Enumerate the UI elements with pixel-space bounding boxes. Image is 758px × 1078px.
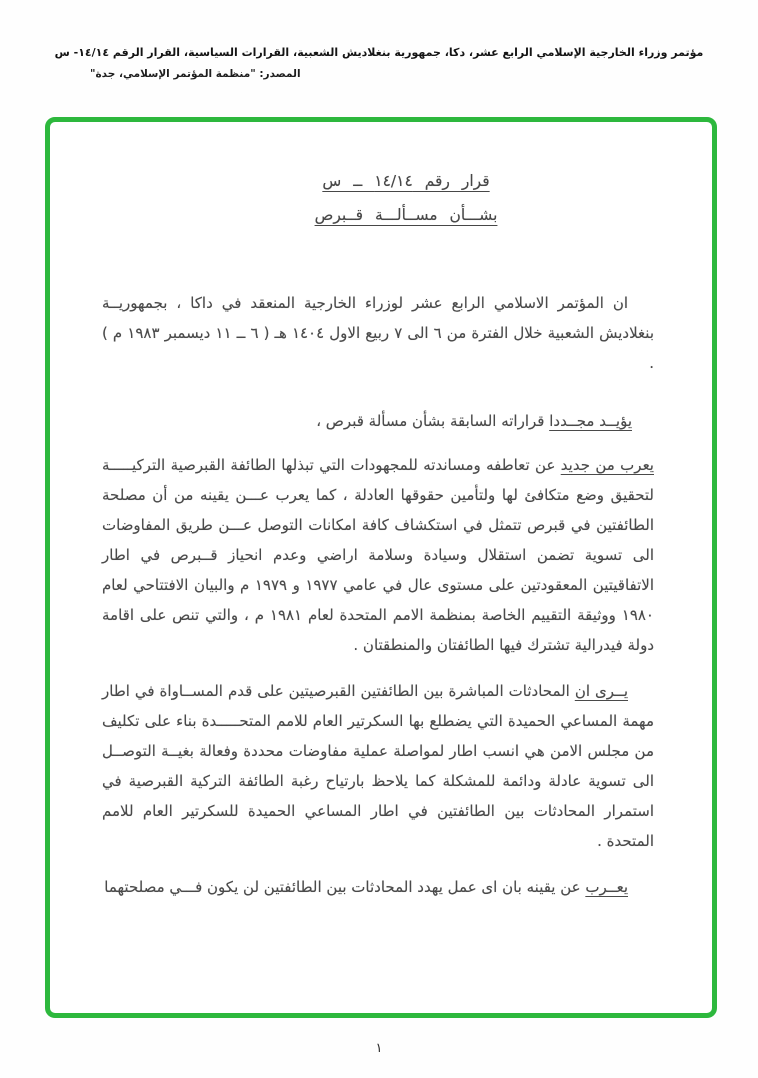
paragraph-warning	[102, 872, 654, 902]
scanned-document	[50, 122, 712, 1013]
document-header	[38, 46, 720, 80]
paragraph-direct-talks	[102, 676, 654, 856]
paragraph-lead: يعــرب	[585, 878, 628, 896]
paragraph-lead: يعرب من جديد	[560, 456, 654, 474]
header-source: المصدر: "منظمة المؤتمر الإسلامي، جدة"	[90, 68, 301, 80]
scan-highlight-frame	[45, 117, 717, 1018]
resolution-number-title: قرار رقم ١٤/١٤ ــ س	[322, 172, 490, 190]
paragraph-lead: يؤيــد مجــددا	[549, 412, 632, 430]
page-number: ١	[375, 1041, 383, 1056]
paragraph-preamble	[102, 288, 654, 378]
paragraph-lead: يــرى ان	[574, 682, 628, 700]
paragraph-text: ان المؤتمر الاسلامي الرابع عشر لوزراء الخارجية المنعقد في داكا ، بجمهوريــة بنغلاديش الشعبية خلال الفترة من ٦ الى ٧ ربيع الاول ١٤٠٤ هـ ( ٦ ــ ١١ ديسمبر ١٩٨٣ م ) .	[102, 294, 654, 372]
paragraph-text: عن تعاطفه ومساندته للمجهودات التي تبذلها الطائفة القبرصية التركيـــــة لتحقيق وضع متكافئ لها ولتأمين حقوقها العادلة ، كما يعرب عـــن يقينه من أن مصلحة الطائفتين في قبرص تتمثل في استكشاف كافة امكانات التوصل عـــن طريق المفاوضات الى تسوية تضمن استقلال وسيادة وسلامة اراضي وعدم انحياز قــبرص في اطار الاتفاقيتين المعقودتين على مستوى عال في عامي ١٩٧٧ و ١٩٧٩ م والبيان الافتتاحي لعام ١٩٨٠ ووثيقة التقييم الخاصة بمنظمة الامم المتحدة لعام ١٩٨١ م ، والتي تنص على اقامة دولة فيدرالية تشترك فيها الطائفتان والمنطقتان .	[102, 456, 655, 654]
paragraph-text: قراراته السابقة بشأن مسألة قبرص ،	[316, 412, 550, 430]
header-citation: مؤتمر وزراء الخارجية الإسلامي الرابع عشر، دكا، جمهورية بنغلاديش الشعبية، القرارات السياسية، القرار الرقم ١٤/١٤- س	[54, 46, 704, 59]
paragraph-text: عن يقينه بان اى عمل يهدد المحادثات بين الطائفتين لن يكون فـــي مصلحتهما	[104, 878, 586, 896]
resolution-subject-title: بشـــأن مســألـــة قــبرص	[314, 206, 498, 224]
resolution-title-block	[315, 166, 498, 230]
paragraph-support	[102, 450, 654, 660]
paragraph-text: المحادثات المباشرة بين الطائفتين القبرصيتين على قدم المســاواة في اطار مهمة المساعي الحميدة التي يضطلع بها السكرتير العام للامم المتحـــــدة بناء على تكليف من مجلس الامن هي انسب اطار لمواصلة عملية مفاوضات محددة وفعالة بغيــة التوصــل الى تسوية عادلة ودائمة للمشكلة كما يلاحظ بارتياح رغبة الطائفة التركية القبرصية في استمرار المحادثات بين الطائفتين في اطار المساعي الحميدة للسكرتير العام للامم المتحدة .	[102, 682, 654, 850]
paragraph-reaffirms	[102, 406, 654, 436]
